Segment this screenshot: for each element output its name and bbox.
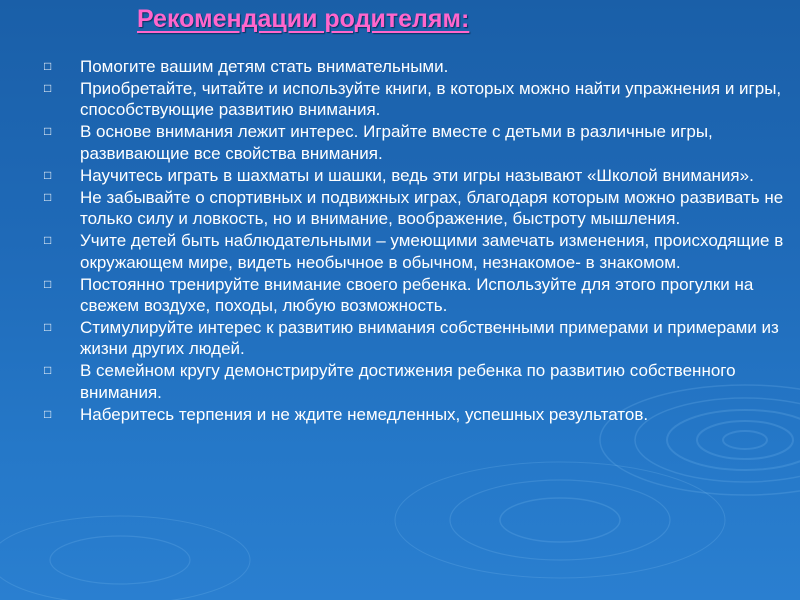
list-item-text: В основе внимания лежит интерес. Играйте вместе с детьми в различные игры, развивающие все свойства внимания.: [80, 122, 713, 163]
list-item: [44, 165, 789, 186]
slide-title: Рекомендации родителям:: [137, 5, 470, 33]
list-item: [44, 317, 789, 360]
square-bullet-icon: □: [44, 124, 52, 139]
list-item: [44, 230, 789, 273]
recommendations-list: [44, 56, 789, 426]
square-bullet-icon: □: [44, 406, 52, 421]
square-bullet-icon: □: [44, 59, 52, 73]
list-item-text: В семейном кругу демонстрируйте достижения ребенка по развитию собственного внимания.: [80, 361, 736, 402]
list-item-text: Наберитесь терпения и не ждите немедленных, успешных результатов.: [80, 404, 649, 424]
square-bullet-icon: □: [44, 189, 52, 204]
list-item-text: Приобретайте, читайте и используйте книги, в которых можно найти упражнения и игры, способствующие развитию внимания.: [80, 79, 782, 120]
list-item-text: Помогите вашим детям стать внимательными.: [80, 57, 449, 76]
square-bullet-icon: □: [44, 167, 52, 182]
list-item-text: Постоянно тренируйте внимание своего ребенка. Используйте для этого прогулки на свежем воздухе, походы, любую возможность.: [80, 274, 754, 316]
square-bullet-icon: □: [44, 320, 52, 335]
list-item: [44, 404, 789, 425]
list-item-text: Не забывайте о спортивных и подвижных играх, благодаря которым можно развивать не только силу и ловкость, но и внимание, воображение, быстроту мышления.: [80, 187, 784, 229]
square-bullet-icon: □: [44, 363, 52, 378]
list-item: [44, 187, 789, 230]
list-item: [44, 78, 789, 121]
square-bullet-icon: □: [44, 233, 52, 248]
list-item-text: Учите детей быть наблюдательными – умеющими замечать изменения, происходящие в окружающем мире, видеть необычное в обычном, незнакомое- в знакомом.: [80, 231, 784, 272]
list-item-text: Научитесь играть в шахматы и шашки, ведь эти игры называют «Школой внимания».: [80, 165, 754, 185]
square-bullet-icon: □: [44, 276, 52, 291]
list-item: [44, 121, 789, 164]
list-item: [44, 56, 789, 77]
square-bullet-icon: □: [44, 81, 52, 95]
list-item: [44, 274, 789, 317]
list-item: [44, 360, 789, 403]
list-item-text: Стимулируйте интерес к развитию внимания собственными примерами и примерами из жизни других людей.: [80, 318, 779, 359]
